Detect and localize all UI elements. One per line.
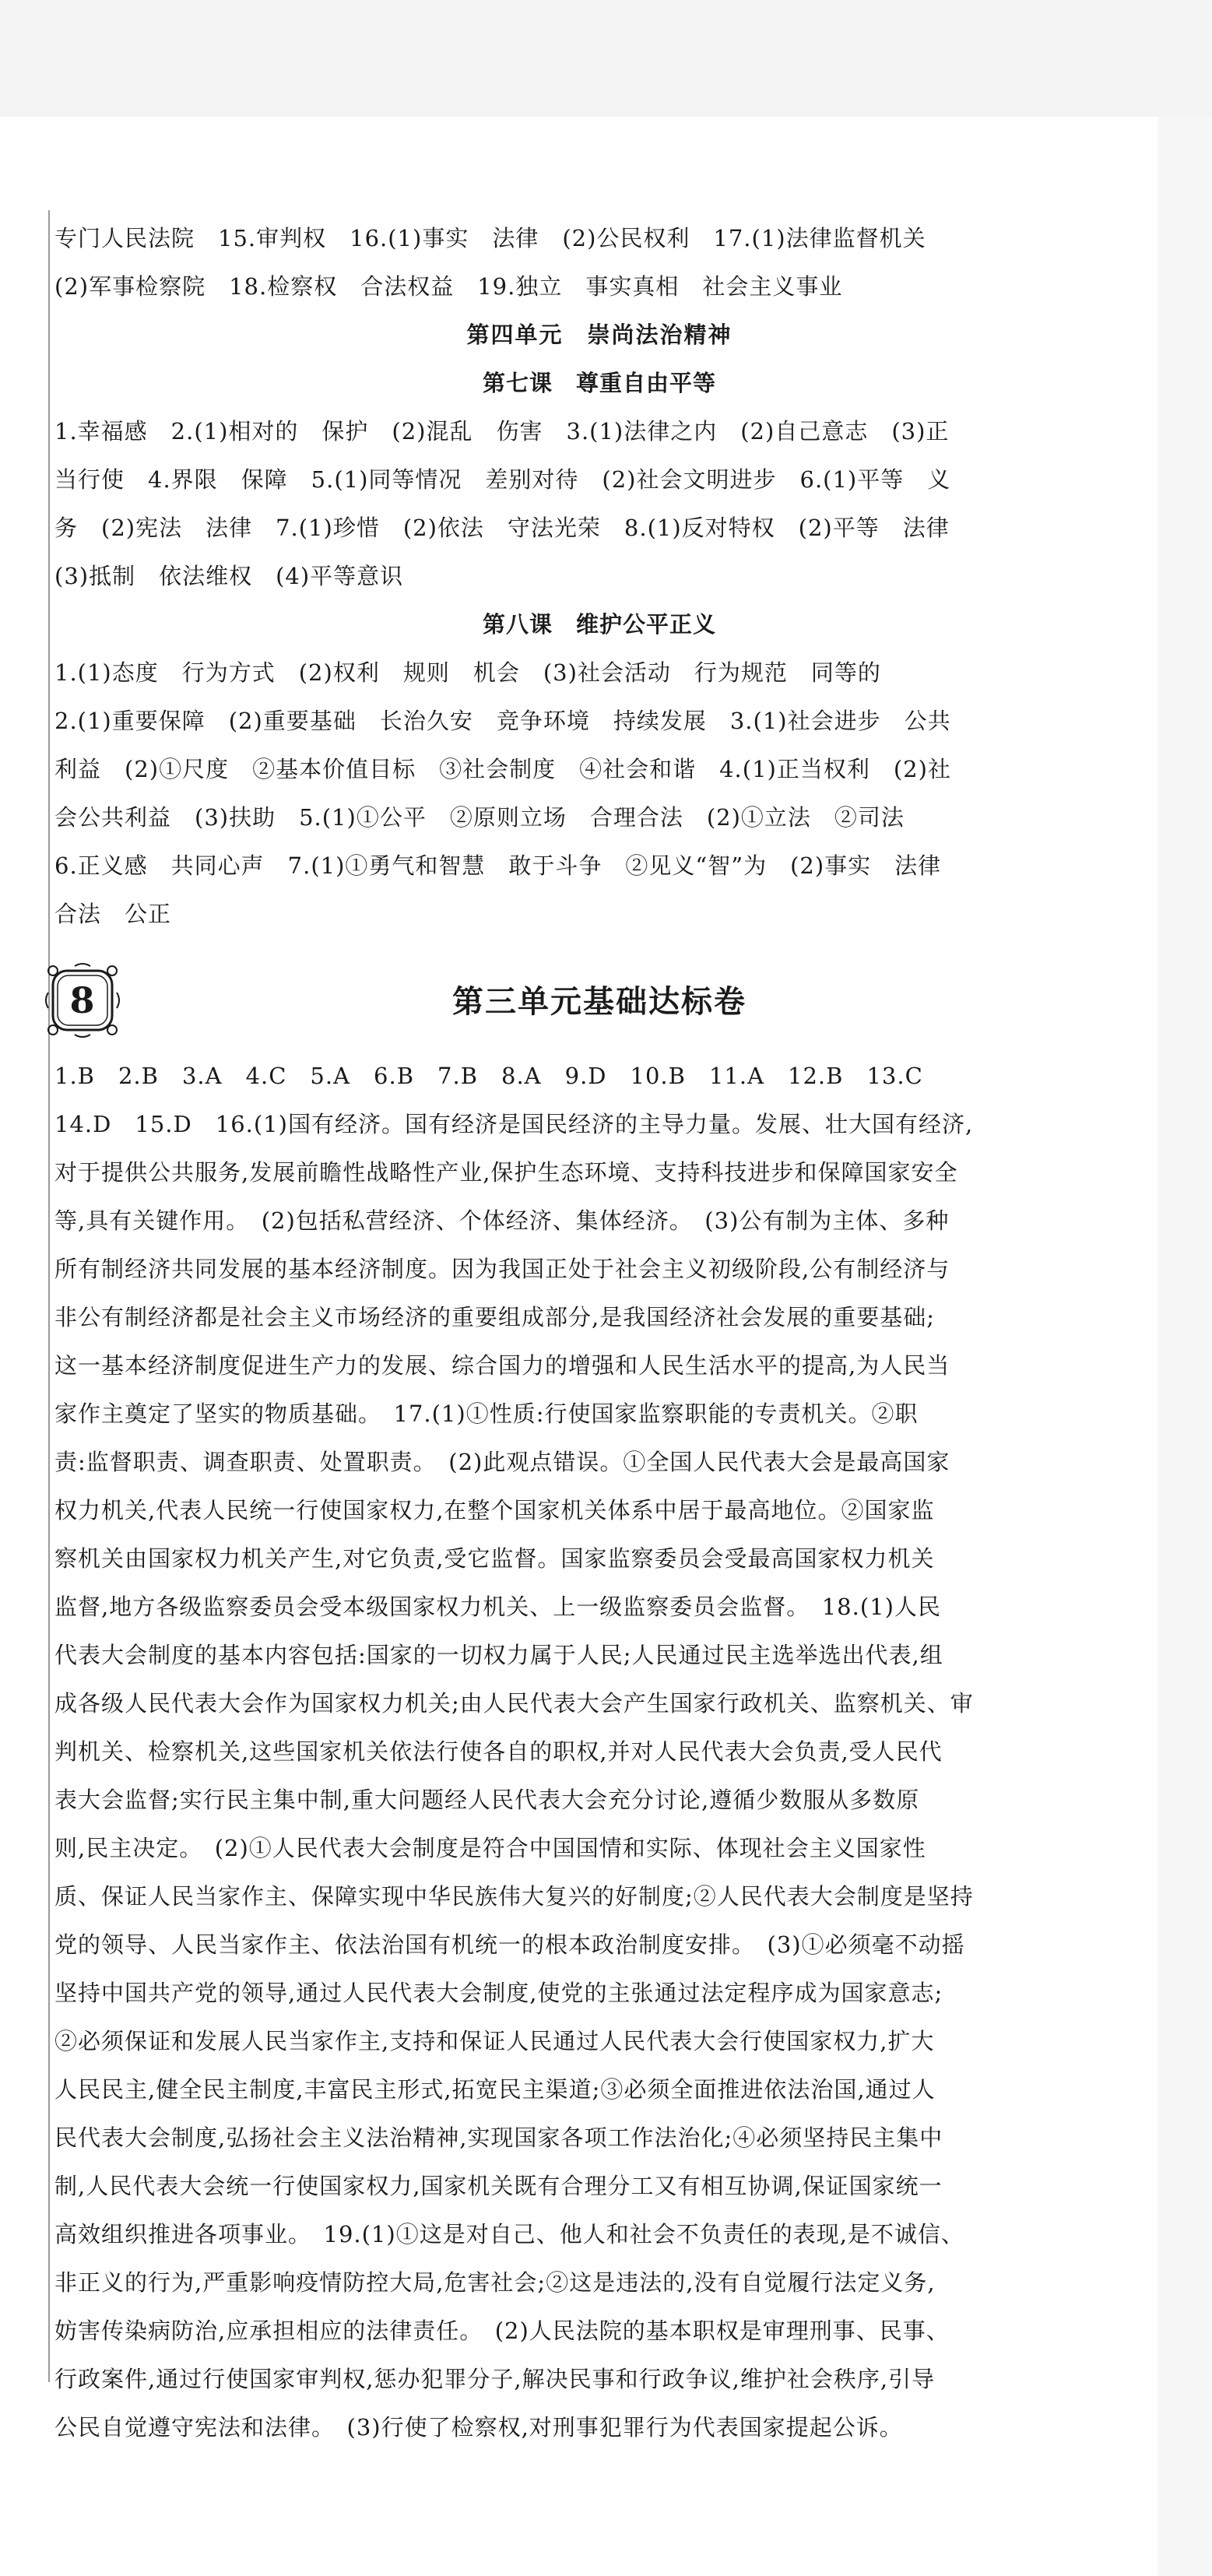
lesson7-title: 第七课 尊重自由平等 xyxy=(482,370,716,396)
text-line: 人民民主,健全民主制度,丰富民主形式,拓宽民主渠道;③必须全面推进依法治国,通过人 xyxy=(54,2076,936,2103)
text-line: 这一基本经济制度促进生产力的发展、综合国力的增强和人民生活水平的提高,为人民当 xyxy=(54,1352,950,1379)
text-line: ②必须保证和发展人民当家作主,支持和保证人民通过人民代表大会行使国家权力,扩大 xyxy=(54,2028,935,2054)
text-line: 党的领导、人民当家作主、依法治国有机统一的根本政治制度安排。 (3)①必须毫不动摇 xyxy=(54,1931,965,1958)
text-line: 6.正义感 共同心声 7.(1)①勇气和智慧 敢于斗争 ②见义“智”为 (2)事实 法律 xyxy=(54,852,942,879)
text-line: 公民自觉遵守宪法和法律。 (3)行使了检察权,对刑事犯罪行为代表国家提起公诉。 xyxy=(54,2414,903,2441)
text-line: 则,民主决定。 (2)①人民代表大会制度是符合中国国情和实际、体现社会主义国家性 xyxy=(54,1835,926,1861)
text-line: (3)抵制 依法维权 (4)平等意识 xyxy=(54,563,404,589)
text-line: 民代表大会制度,弘扬社会主义法治精神,实现国家各项工作法治化;④必须坚持民主集中 xyxy=(54,2124,943,2151)
left-margin-rule xyxy=(48,210,50,2382)
text-line: 权力机关,代表人民统一行使国家权力,在整个国家机关体系中居于最高地位。②国家监 xyxy=(54,1497,935,1523)
text-line: 代表大会制度的基本内容包括:国家的一切权力属于人民;人民通过民主选举选出代表,组 xyxy=(54,1642,943,1668)
text-line: 合法 公正 xyxy=(54,901,172,927)
answer-page xyxy=(54,214,1144,2451)
test-title: 第三单元基础达标卷 xyxy=(452,984,747,1020)
lesson7-answers xyxy=(54,407,1144,600)
text-line: 坚持中国共产党的领导,通过人民代表大会制度,使党的主张通过法定程序成为国家意志; xyxy=(54,1980,943,2006)
text-line: 会公共利益 (3)扶助 5.(1)①公平 ②原则立场 合理合法 (2)①立法 ②司法 xyxy=(54,804,905,831)
text-line: 行政案件,通过行使国家审判权,惩办犯罪分子,解决民事和行政争议,维护社会秩序,引导 xyxy=(54,2366,936,2392)
text-line: 当行使 4.界限 保障 5.(1)同等情况 差别对待 (2)社会文明进步 6.(1)平等 义 xyxy=(54,466,951,493)
lesson8-title: 第八课 维护公平正义 xyxy=(482,611,716,638)
right-margin-band xyxy=(1158,117,1212,2576)
text-line: 专门人民法院 15.审判权 16.(1)事实 法律 (2)公民权利 17.(1)法律监督机关 xyxy=(54,225,926,251)
lesson8-answers xyxy=(54,648,1144,938)
unit-title: 第四单元 崇尚法治精神 xyxy=(466,322,732,348)
text-line: 1.B 2.B 3.A 4.C 5.A 6.B 7.B 8.A 9.D 10.B 11.A 12.B 13.C xyxy=(54,1063,923,1089)
text-line: (2)军事检察院 18.检察权 合法权益 19.独立 事实真相 社会主义事业 xyxy=(54,273,843,300)
text-line: 2.(1)重要保障 (2)重要基础 长治久安 竞争环境 持续发展 3.(1)社会进步 公共 xyxy=(54,708,951,734)
text-line: 高效组织推进各项事业。 19.(1)①这是对自己、他人和社会不负责任的表现,是不诚信、 xyxy=(54,2221,964,2247)
text-line: 利益 (2)①尺度 ②基本价值目标 ③社会制度 ④社会和谐 4.(1)正当权利 (2)社 xyxy=(54,756,951,782)
text-line: 责:监督职责、调查职责、处置职责。 (2)此观点错误。①全国人民代表大会是最高国家 xyxy=(54,1449,950,1475)
text-line: 1.幸福感 2.(1)相对的 保护 (2)混乱 伤害 3.(1)法律之内 (2)自己意志 (3)正 xyxy=(54,418,950,445)
text-line: 非公有制经济都是社会主义市场经济的重要组成部分,是我国经济社会发展的重要基础; xyxy=(54,1304,935,1330)
text-line: 等,具有关键作用。 (2)包括私营经济、个体经济、集体经济。 (3)公有制为主体、多种 xyxy=(54,1207,950,1234)
text-line: 判机关、检察机关,这些国家机关依法行使各自的职权,并对人民代表大会负责,受人民代 xyxy=(54,1738,943,1765)
text-line: 对于提供公共服务,发展前瞻性战略性产业,保护生态环境、支持科技进步和保障国家安全 xyxy=(54,1159,958,1186)
text-line: 表大会监督;实行民主集中制,重大问题经人民代表大会充分讨论,遵循少数服从多数原 xyxy=(54,1787,920,1813)
text-line: 1.(1)态度 行为方式 (2)权利 规则 机会 (3)社会活动 行为规范 同等的 xyxy=(54,659,881,686)
top-margin-band xyxy=(0,0,1212,117)
text-line: 家作主奠定了坚实的物质基础。 17.(1)①性质:行使国家监察职能的专责机关。②职 xyxy=(54,1400,919,1427)
section7-tail xyxy=(54,214,1144,311)
test-answers xyxy=(54,1052,1144,2451)
text-line: 非正义的行为,严重影响疫情防控大局,危害社会;②这是违法的,没有自觉履行法定义务, xyxy=(54,2269,936,2296)
text-line: 成各级人民代表大会作为国家权力机关;由人民代表大会产生国家行政机关、监察机关、审 xyxy=(54,1690,974,1717)
text-line: 所有制经济共同发展的基本经济制度。因为我国正处于社会主义初级阶段,公有制经济与 xyxy=(54,1256,950,1282)
text-line: 制,人民代表大会统一行使国家权力,国家机关既有合理分工又有相互协调,保证国家统一 xyxy=(54,2173,943,2199)
test-banner xyxy=(54,946,1144,1047)
text-line: 察机关由国家权力机关产生,对它负责,受它监督。国家监察委员会受最高国家权力机关 xyxy=(54,1545,935,1572)
text-line: 监督,地方各级监察委员会受本级国家权力机关、上一级监察委员会监督。 18.(1)人民 xyxy=(54,1594,941,1620)
text-line: 妨害传染病防治,应承担相应的法律责任。 (2)人民法院的基本职权是审理刑事、民事、 xyxy=(54,2318,950,2344)
text-line: 14.D 15.D 16.(1)国有经济。国有经济是国民经济的主导力量。发展、壮大国有经济, xyxy=(54,1111,974,1137)
test-number: 8 xyxy=(69,979,96,1021)
text-line: 质、保证人民当家作主、保障实现中华民族伟大复兴的好制度;②人民代表大会制度是坚持 xyxy=(54,1883,974,1910)
text-line: 务 (2)宪法 法律 7.(1)珍惜 (2)依法 守法光荣 8.(1)反对特权 (2)平等 法律 xyxy=(54,515,950,541)
